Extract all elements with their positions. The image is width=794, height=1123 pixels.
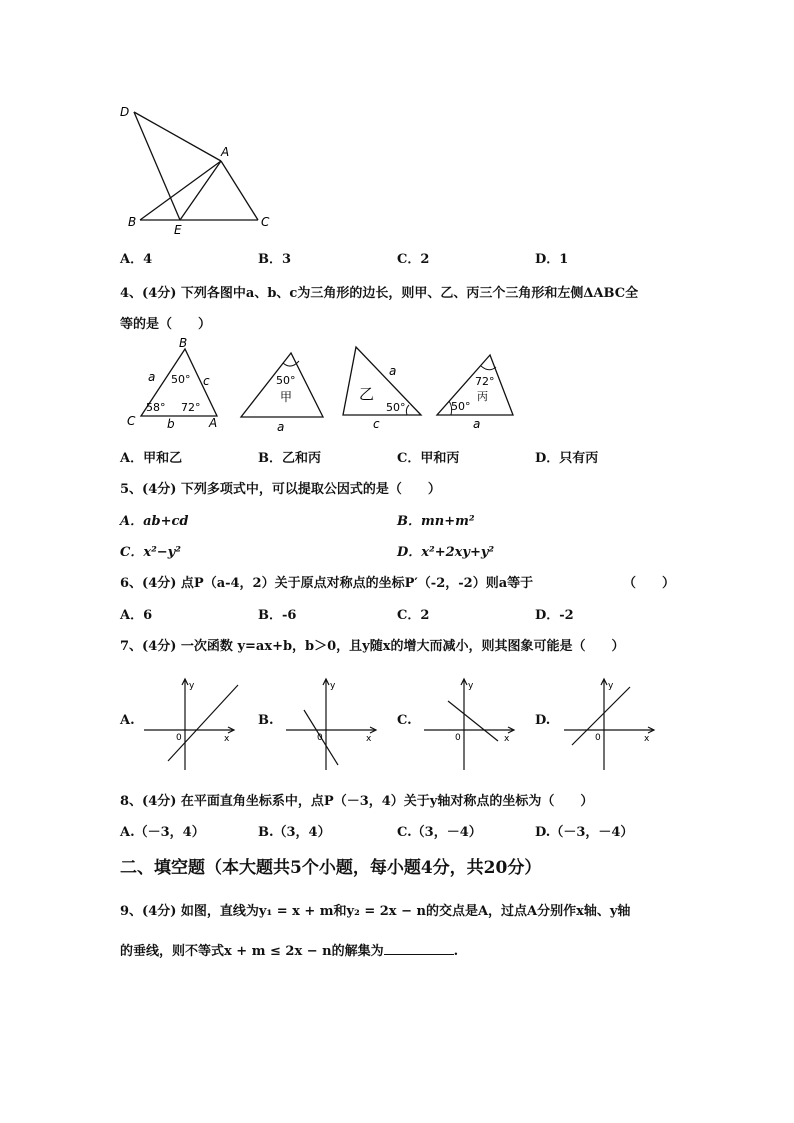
abc-side-b: b [167,417,175,431]
abc-angle-c: 58° [146,401,166,414]
graph-a-x-label: x [224,734,230,744]
graph-c-x-label: x [504,734,510,744]
q8-stem: 8、(4分) 在平面直角坐标系中，点P（－3，4）关于y轴对称点的坐标为（ ） [120,794,594,809]
q5-option-d[interactable]: D．x²+2xy+y² [397,545,495,560]
label-e: E [174,223,182,237]
q6-option-a[interactable]: A．6 [120,608,153,623]
q3-option-d[interactable]: D．1 [535,252,569,267]
q8-option-a[interactable]: A.（－3，4） [120,825,205,840]
q8-option-b[interactable]: B.（3，4） [258,825,331,840]
segment-ae [180,161,221,220]
q6-option-c[interactable]: C．2 [397,608,430,623]
abc-label-b: B [179,336,188,350]
label-d: D [120,105,130,119]
triangle-yi [343,347,421,431]
segment-ab [140,161,221,220]
graph-a-line [168,685,238,761]
q7-graph-b [282,675,382,770]
graph-c-y-label: y [468,681,474,691]
segment-ac [221,161,258,220]
abc-side-a: a [148,370,156,384]
section-heading: 二、填空题（本大题共5个小题，每小题4分，共20分） [120,858,542,878]
q6-stem: 6、(4分) 点P（a-4，2）关于原点对称点的坐标P′（-2，-2）则a等于 [120,576,534,591]
yi-side-c: c [373,417,380,431]
q7-stem: 7、(4分) 一次函数 y=ax+b，b＞0，且y随x的增大而减小，则其图象可能是（ ） [120,639,625,654]
q8-option-d[interactable]: D.（－3，－4） [535,825,634,840]
jia-name: 甲 [280,390,293,404]
q3-figure [110,98,290,238]
q8-option-c[interactable]: C.（3，－4） [397,825,482,840]
q5-stem: 5、(4分) 下列多项式中，可以提取公因式的是（ ） [120,482,441,497]
jia-angle: 50° [276,374,296,387]
q4-option-b[interactable]: B．乙和丙 [258,451,321,466]
q6-option-d[interactable]: D．-2 [535,608,574,623]
graph-d-y-label: y [608,681,614,691]
q4-stem-line2: 等的是（ ） [120,317,212,332]
q3-option-c[interactable]: C．2 [397,252,430,267]
q4-figures [115,335,635,435]
yi-side-a: a [389,364,397,378]
q9-line2-text: 的垂线，则不等式x + m ≤ 2x − n的解集为 [120,944,384,959]
q6-paren: （ ） [623,576,676,591]
q9-line1: 9、(4分) 如图，直线为y₁ = x + m和y₂ = 2x − n的交点是A，过点A分别作x轴、y轴 [120,904,631,919]
triangle-abc [127,336,217,431]
segment-de [134,112,180,220]
abc-label-a: A [209,416,218,430]
q4-option-d[interactable]: D．只有丙 [535,451,599,466]
q7-option-d[interactable]: D. [535,713,551,728]
label-c: C [261,215,270,229]
q6-option-b[interactable]: B．-6 [258,608,297,623]
abc-side-c: c [203,374,210,388]
graph-c-origin-label: 0 [455,733,461,743]
q4-stem-line1: 4、(4分) 下列各图中a、b、c为三角形的边长，则甲、乙、丙三个三角形和左侧ΔABC全 [120,286,639,301]
triangle-bing [437,355,513,431]
q7-graph-a [140,675,240,770]
q9-answer-blank[interactable] [384,942,454,955]
segment-da [134,112,221,161]
bing-name: 丙 [477,390,488,403]
graph-d-origin-label: 0 [595,733,601,743]
q9-line2 [120,940,458,959]
bing-angle-top: 72° [475,375,495,388]
graph-b-origin-label: 0 [317,733,323,743]
bing-angle-left: 50° [451,400,471,413]
q5-option-c[interactable]: C．x²−y² [120,545,181,560]
label-a: A [221,145,230,159]
yi-name: 乙 [359,385,375,403]
q7-option-a[interactable]: A. [120,713,135,728]
bing-side: a [473,417,481,431]
abc-angle-a: 72° [181,401,201,414]
q7-option-c[interactable]: C. [397,713,412,728]
q5-option-a[interactable]: A．ab+cd [120,514,189,529]
abc-angle-b: 50° [171,373,191,386]
q9-line2-end: . [453,944,459,959]
label-b: B [128,215,137,229]
yi-angle: 50° [386,401,406,414]
jia-side: a [277,420,285,434]
q7-graph-d [560,675,660,770]
q7-option-b[interactable]: B. [258,713,274,728]
q3-option-a[interactable]: A．4 [120,252,153,267]
q4-option-a[interactable]: A．甲和乙 [120,451,183,466]
graph-d-line [572,687,630,745]
q3-option-b[interactable]: B．3 [258,252,292,267]
graph-d-x-label: x [644,734,650,744]
triangle-jia [241,353,323,434]
q7-graph-c [420,675,520,770]
q4-option-c[interactable]: C．甲和丙 [397,451,460,466]
graph-a-origin-label: 0 [176,733,182,743]
graph-b-y-label: y [330,681,336,691]
q5-option-b[interactable]: B．mn+m² [397,514,475,529]
graph-a-y-label: y [189,681,195,691]
abc-label-c: C [127,414,136,428]
graph-b-x-label: x [366,734,372,744]
